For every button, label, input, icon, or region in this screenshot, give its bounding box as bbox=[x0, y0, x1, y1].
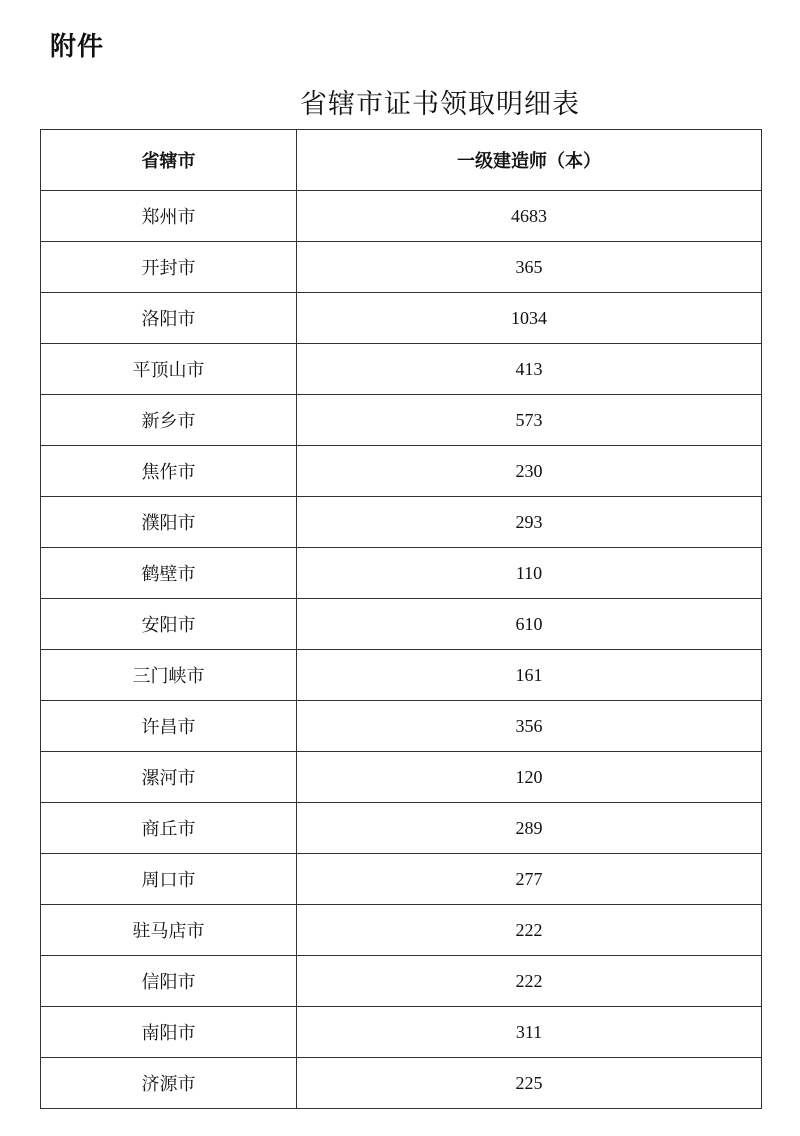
table-row bbox=[41, 293, 762, 344]
table-row bbox=[41, 1007, 762, 1058]
city-cell: 信阳市 bbox=[41, 956, 297, 1007]
column-header-city: 省辖市 bbox=[41, 130, 297, 191]
count-cell: 110 bbox=[297, 548, 762, 599]
city-cell: 新乡市 bbox=[41, 395, 297, 446]
city-cell: 开封市 bbox=[41, 242, 297, 293]
table-row bbox=[41, 344, 762, 395]
count-cell: 610 bbox=[297, 599, 762, 650]
count-cell: 356 bbox=[297, 701, 762, 752]
count-cell: 225 bbox=[297, 1058, 762, 1109]
city-cell: 商丘市 bbox=[41, 803, 297, 854]
city-cell: 焦作市 bbox=[41, 446, 297, 497]
city-cell: 安阳市 bbox=[41, 599, 297, 650]
count-cell: 120 bbox=[297, 752, 762, 803]
table-row bbox=[41, 803, 762, 854]
city-cell: 三门峡市 bbox=[41, 650, 297, 701]
table-row bbox=[41, 1058, 762, 1109]
table-row bbox=[41, 701, 762, 752]
table-row bbox=[41, 956, 762, 1007]
table-row bbox=[41, 599, 762, 650]
table-row bbox=[41, 650, 762, 701]
table-row bbox=[41, 242, 762, 293]
count-cell: 289 bbox=[297, 803, 762, 854]
count-cell: 222 bbox=[297, 956, 762, 1007]
table-header-row bbox=[41, 130, 762, 191]
city-cell: 平顶山市 bbox=[41, 344, 297, 395]
city-cell: 洛阳市 bbox=[41, 293, 297, 344]
document-title: 省辖市证书领取明细表 bbox=[300, 89, 580, 120]
table-row bbox=[41, 497, 762, 548]
count-cell: 4683 bbox=[297, 191, 762, 242]
city-cell: 周口市 bbox=[41, 854, 297, 905]
city-cell: 驻马店市 bbox=[41, 905, 297, 956]
city-cell: 许昌市 bbox=[41, 701, 297, 752]
table-body bbox=[41, 191, 762, 1109]
table-row bbox=[41, 548, 762, 599]
column-header-count: 一级建造师（本） bbox=[297, 130, 762, 191]
count-cell: 161 bbox=[297, 650, 762, 701]
count-cell: 413 bbox=[297, 344, 762, 395]
table-row bbox=[41, 446, 762, 497]
count-cell: 365 bbox=[297, 242, 762, 293]
city-cell: 濮阳市 bbox=[41, 497, 297, 548]
city-cell: 郑州市 bbox=[41, 191, 297, 242]
table-row bbox=[41, 905, 762, 956]
attachment-label: 附件 bbox=[50, 32, 105, 62]
count-cell: 311 bbox=[297, 1007, 762, 1058]
count-cell: 573 bbox=[297, 395, 762, 446]
certificate-table bbox=[40, 129, 762, 1109]
city-cell: 漯河市 bbox=[41, 752, 297, 803]
city-cell: 济源市 bbox=[41, 1058, 297, 1109]
count-cell: 230 bbox=[297, 446, 762, 497]
city-cell: 南阳市 bbox=[41, 1007, 297, 1058]
count-cell: 222 bbox=[297, 905, 762, 956]
table-row bbox=[41, 395, 762, 446]
table-row bbox=[41, 854, 762, 905]
table-row bbox=[41, 752, 762, 803]
table-row bbox=[41, 191, 762, 242]
count-cell: 293 bbox=[297, 497, 762, 548]
count-cell: 277 bbox=[297, 854, 762, 905]
city-cell: 鹤壁市 bbox=[41, 548, 297, 599]
count-cell: 1034 bbox=[297, 293, 762, 344]
